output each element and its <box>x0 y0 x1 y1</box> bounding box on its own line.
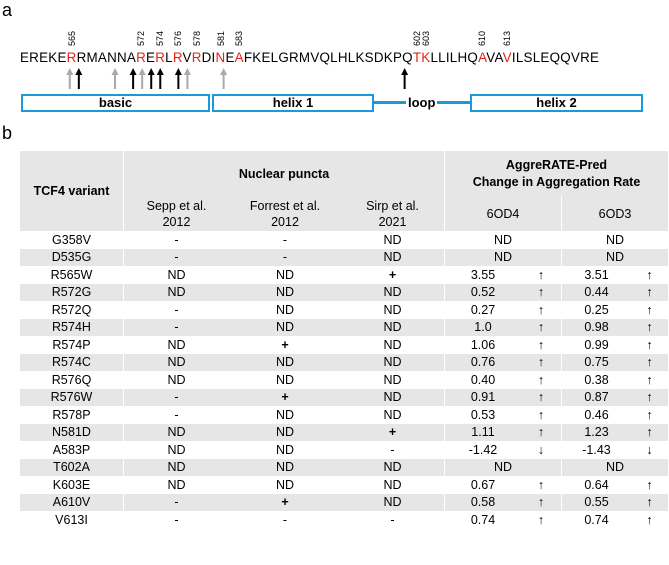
od4-cell: ND <box>445 249 562 267</box>
od4-arrow: ↑ <box>521 319 562 337</box>
sirp-cell: + <box>341 424 445 442</box>
forrest-cell: ND <box>229 354 341 372</box>
residue-number: 574 <box>155 30 166 46</box>
sirp-cell: + <box>341 266 445 284</box>
sirp-cell: ND <box>341 301 445 319</box>
variant-cell: A583P <box>20 441 124 459</box>
od4-cell: 0.58 <box>445 494 522 512</box>
sepp-cell: ND <box>167 372 186 387</box>
sequence-segment: E <box>146 50 156 65</box>
sequence-residue-highlight: TK <box>412 50 431 65</box>
od4-arrow: ↑ <box>521 284 562 302</box>
mutation-arrow <box>184 68 191 89</box>
od3-cell: 0.55 <box>562 494 632 512</box>
od4-arrow: ↑ <box>521 494 562 512</box>
od4-cell: 0.27 <box>470 302 496 317</box>
od3-cell: 0.44 <box>562 284 632 302</box>
sirp-cell: ND <box>341 319 445 337</box>
variant-cell: A610V <box>20 494 124 512</box>
mutation-arrow <box>139 68 146 89</box>
mutation-arrow <box>66 68 73 89</box>
od4-cell: ND <box>445 459 562 477</box>
variant-cell: R578P <box>20 406 124 424</box>
forrest-cell: ND <box>229 424 341 442</box>
sequence-residue-highlight: R <box>191 50 202 65</box>
residue-number: 578 <box>191 30 202 46</box>
sepp-cell: - <box>124 249 230 267</box>
forrest-cell: ND <box>229 459 341 477</box>
od4-arrow: ↑ <box>521 424 562 442</box>
forrest-cell: + <box>281 337 289 352</box>
variant-cell: R574P <box>20 336 124 354</box>
header-aggrerate-line2: Change in Aggregation Rate <box>472 174 641 189</box>
mutation-arrow <box>148 68 155 89</box>
od4-cell: 1.0 <box>445 319 522 337</box>
od3-arrow: ↑ <box>631 284 668 302</box>
residue-number: 572 <box>136 30 147 46</box>
od3-arrow: ↑ <box>646 477 653 492</box>
domain-loop: loop <box>408 95 436 110</box>
table-row <box>20 511 668 529</box>
table-row <box>20 249 668 267</box>
header-nuclear-puncta: Nuclear puncta <box>124 151 445 196</box>
od4-cell: 3.55 <box>470 267 496 282</box>
sepp-cell: - <box>124 494 230 512</box>
header-sirp: Sirp et al. 2021 <box>341 196 445 231</box>
variant-cell: R572G <box>20 284 124 302</box>
mutation-arrow <box>157 68 164 89</box>
od4-arrow: ↑ <box>521 406 562 424</box>
forrest-cell: - <box>282 512 288 527</box>
table-row <box>20 494 668 512</box>
header-aggrerate <box>445 151 669 196</box>
table-row <box>20 406 668 424</box>
forrest-cell: - <box>229 249 341 267</box>
od4-arrow: ↓ <box>521 441 562 459</box>
od4-arrow: ↑ <box>521 371 562 389</box>
forrest-cell: - <box>282 232 288 247</box>
od3-cell: 0.74 <box>584 512 609 527</box>
forrest-cell: ND <box>275 372 295 387</box>
od4-arrow: ↑ <box>521 476 562 494</box>
od3-arrow: ↑ <box>646 512 653 527</box>
residue-number: 602 <box>412 30 423 46</box>
forrest-cell: + <box>229 389 341 407</box>
sepp-cell: ND <box>124 354 230 372</box>
residue-number: 565 <box>66 30 77 46</box>
od4-arrow: ↑ <box>521 336 562 354</box>
od4-cell: 0.74 <box>470 512 496 527</box>
od3-arrow: ↑ <box>631 389 668 407</box>
sirp-cell: ND <box>341 371 445 389</box>
sirp-cell: ND <box>341 284 445 302</box>
sepp-cell: - <box>174 407 179 422</box>
od3-cell: 0.75 <box>562 354 632 372</box>
od4-cell: ND <box>445 231 562 249</box>
variant-cell: N581D <box>20 424 124 442</box>
od4-cell: 0.76 <box>445 354 522 372</box>
od4-cell: 0.40 <box>470 372 496 387</box>
sepp-cell: - <box>174 302 179 317</box>
residue-number: 603 <box>421 30 432 46</box>
forrest-cell: ND <box>275 302 295 317</box>
sequence-residue-highlight: R <box>136 50 147 65</box>
header-sepp: Sepp et al. 2012 <box>124 196 230 231</box>
sequence-segment: E <box>225 50 235 65</box>
od3-cell: 1.23 <box>562 424 632 442</box>
od4-cell: 1.11 <box>445 424 522 442</box>
header-aggrerate-line1: AggreRATE-Pred <box>505 157 608 172</box>
sirp-cell: ND <box>341 354 445 372</box>
mutation-arrow <box>130 68 137 89</box>
od3-arrow: ↑ <box>646 407 653 422</box>
forrest-cell: ND <box>229 319 341 337</box>
sequence-segment: VA <box>486 50 503 65</box>
sepp-cell: - <box>124 319 230 337</box>
sirp-cell: - <box>341 511 445 529</box>
header-variant: TCF4 variant <box>20 151 124 231</box>
od4-arrow: ↑ <box>521 266 562 284</box>
table-row <box>20 284 668 302</box>
sepp-cell: - <box>174 232 179 247</box>
forrest-cell: ND <box>229 284 341 302</box>
sequence-residue-highlight: R <box>66 50 77 65</box>
sequence-segment: EREKE <box>20 50 67 65</box>
od3-cell: -1.43 <box>582 442 611 457</box>
sequence-residue-highlight: A <box>478 50 487 65</box>
od3-cell: 3.51 <box>584 267 609 282</box>
sirp-cell: ND <box>341 494 445 512</box>
sirp-cell: ND <box>341 406 445 424</box>
table-row <box>20 371 668 389</box>
od3-cell: 0.38 <box>584 372 609 387</box>
mutation-arrow <box>401 68 408 89</box>
mutation-arrows <box>0 0 669 95</box>
sepp-cell: ND <box>167 267 186 282</box>
table-row <box>20 441 668 459</box>
mutation-arrow <box>112 68 119 89</box>
od4-cell: -1.42 <box>468 442 498 457</box>
sepp-cell: - <box>174 512 179 527</box>
table-row <box>20 459 668 477</box>
variant-cell: R574C <box>20 354 124 372</box>
header-6od4: 6OD4 <box>445 196 562 231</box>
variant-cell: R565W <box>20 266 124 284</box>
variant-table <box>20 151 668 529</box>
variant-cell: T602A <box>20 459 124 477</box>
table-row <box>20 231 668 249</box>
od4-arrow: ↑ <box>521 511 562 529</box>
od3-arrow: ↑ <box>631 354 668 372</box>
table-row <box>20 301 668 319</box>
residue-number: 610 <box>477 30 488 46</box>
sepp-cell: ND <box>124 284 230 302</box>
od3-cell: 0.64 <box>584 477 609 492</box>
od4-cell: 1.06 <box>470 337 496 352</box>
panel-b-label: b <box>2 123 13 143</box>
variant-cell: R574H <box>20 319 124 337</box>
table-row <box>20 336 668 354</box>
sequence-segment: L <box>165 50 173 65</box>
sequence-residue-highlight: V <box>502 50 512 65</box>
od3-arrow: ↑ <box>646 337 653 352</box>
residue-number: 581 <box>215 30 226 46</box>
mutation-arrow <box>220 68 227 89</box>
od3-arrow: ↑ <box>631 319 668 337</box>
sequence-segment: FKELGRMVQLHLKSDKPQ <box>243 50 413 65</box>
od3-arrow: ↑ <box>646 372 653 387</box>
residue-number: 613 <box>502 30 513 46</box>
residue-number: 583 <box>234 30 245 46</box>
sequence-segment: V <box>182 50 192 65</box>
sepp-cell: ND <box>167 442 186 457</box>
sequence-residue-highlight: A <box>234 50 244 65</box>
od4-cell: 0.52 <box>445 284 522 302</box>
residue-number: 576 <box>172 30 183 46</box>
header-forrest: Forrest et al. 2012 <box>229 196 341 231</box>
sequence-segment: LLILHQ <box>430 50 479 65</box>
od4-arrow: ↑ <box>521 389 562 407</box>
variant-cell: D535G <box>20 249 124 267</box>
od4-arrow: ↑ <box>521 354 562 372</box>
forrest-cell: ND <box>275 442 295 457</box>
od3-arrow: ↓ <box>646 442 653 457</box>
table-row <box>20 266 668 284</box>
od3-cell: 0.99 <box>584 337 609 352</box>
variant-cell: V613I <box>20 511 124 529</box>
panel-a-label: a <box>2 0 13 20</box>
sequence-segment: DI <box>201 50 216 65</box>
sirp-cell: ND <box>341 231 445 249</box>
od4-cell: 0.53 <box>470 407 496 422</box>
sirp-cell: - <box>341 441 445 459</box>
sepp-cell: ND <box>167 477 186 492</box>
od4-arrow: ↑ <box>521 301 562 319</box>
od3-cell: ND <box>562 249 669 267</box>
sepp-cell: - <box>124 389 230 407</box>
sequence-segment: ILSLEQQVRE <box>511 50 600 65</box>
od3-cell: ND <box>562 459 669 477</box>
sepp-cell: ND <box>124 424 230 442</box>
sirp-cell: ND <box>341 459 445 477</box>
sepp-cell: ND <box>124 459 230 477</box>
domain-basic: basic <box>21 94 210 112</box>
variant-cell: G358V <box>20 231 124 249</box>
domain-helix-2: helix 2 <box>470 94 643 112</box>
od3-cell: 0.87 <box>562 389 632 407</box>
table-row <box>20 319 668 337</box>
od3-arrow: ↑ <box>631 424 668 442</box>
sepp-cell: ND <box>167 337 186 352</box>
table-row <box>20 389 668 407</box>
mutation-arrow <box>175 68 182 89</box>
od4-cell: 0.67 <box>470 477 496 492</box>
header-6od3: 6OD3 <box>562 196 669 231</box>
domain-helix-1: helix 1 <box>212 94 374 112</box>
variant-cell: R576Q <box>20 371 124 389</box>
od3-cell: 0.98 <box>562 319 632 337</box>
mutation-arrow <box>75 68 82 89</box>
sequence-residue-highlight: N <box>215 50 226 65</box>
table-row <box>20 354 668 372</box>
variant-cell: R576W <box>20 389 124 407</box>
sirp-cell: ND <box>341 336 445 354</box>
od3-arrow: ↑ <box>631 494 668 512</box>
table-row <box>20 424 668 442</box>
sirp-cell: ND <box>341 389 445 407</box>
sirp-cell: ND <box>341 249 445 267</box>
sequence-residue-highlight: R <box>155 50 166 65</box>
sequence-residue-highlight: R <box>172 50 183 65</box>
od4-cell: 0.91 <box>445 389 522 407</box>
variant-cell: R572Q <box>20 301 124 319</box>
od3-cell: ND <box>605 232 625 247</box>
od3-cell: 0.46 <box>584 407 609 422</box>
sequence-segment: RMANNA <box>76 50 137 65</box>
od3-cell: 0.25 <box>584 302 609 317</box>
sirp-cell: ND <box>341 476 445 494</box>
od3-arrow: ↑ <box>646 302 653 317</box>
forrest-cell: + <box>229 494 341 512</box>
variant-cell: K603E <box>20 476 124 494</box>
forrest-cell: ND <box>275 477 295 492</box>
forrest-cell: ND <box>275 407 295 422</box>
od3-arrow: ↑ <box>646 267 653 282</box>
forrest-cell: ND <box>275 267 295 282</box>
table-row <box>20 476 668 494</box>
